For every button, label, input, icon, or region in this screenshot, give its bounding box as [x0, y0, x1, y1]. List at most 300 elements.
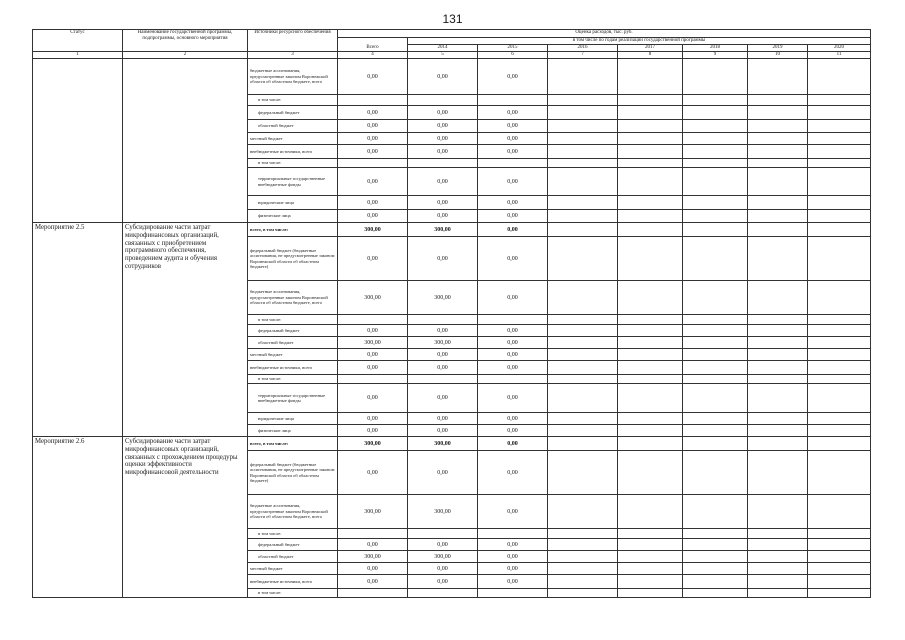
- header-source: Источники ресурсного обеспечения: [248, 30, 338, 52]
- empty-year-cell: [548, 133, 618, 145]
- value-cell-y2015: 0,00: [478, 133, 548, 145]
- empty-year-cell: [618, 413, 683, 425]
- value-cell-y2015: [478, 95, 548, 106]
- empty-year-cell: [618, 575, 683, 589]
- empty-year-cell: [748, 133, 808, 145]
- empty-year-cell: [618, 375, 683, 384]
- value-cell-y2014: [408, 95, 478, 106]
- funding-source-cell: бюджетные ассигнования, предусмотренные законом Воронежской области об областном бюджете, всего: [248, 59, 338, 95]
- empty-year-cell: [548, 159, 618, 168]
- empty-year-cell: [748, 413, 808, 425]
- empty-year-cell: [808, 59, 871, 95]
- empty-year-cell: [618, 223, 683, 237]
- empty-year-cell: [748, 237, 808, 281]
- header-year-2016: 2016: [548, 45, 618, 52]
- empty-year-cell: [548, 59, 618, 95]
- value-cell-y2014: 0,00: [408, 168, 478, 196]
- funding-source-cell: федеральный бюджет: [248, 539, 338, 551]
- value-cell-y2014: [408, 589, 478, 598]
- funding-source-cell: всего, в том числе:: [248, 437, 338, 451]
- empty-year-cell: [683, 59, 748, 95]
- value-cell-y2014: 0,00: [408, 563, 478, 575]
- empty-year-cell: [748, 575, 808, 589]
- empty-year-cell: [808, 281, 871, 315]
- empty-year-cell: [548, 223, 618, 237]
- funding-source-cell: местный бюджет: [248, 563, 338, 575]
- value-cell-total: 0,00: [338, 563, 408, 575]
- value-cell-total: 0,00: [338, 59, 408, 95]
- value-cell-total: 300,00: [338, 337, 408, 349]
- empty-year-cell: [548, 413, 618, 425]
- value-cell-total: 0,00: [338, 349, 408, 361]
- value-cell-y2015: 0,00: [478, 349, 548, 361]
- table-row: [33, 437, 871, 451]
- empty-year-cell: [748, 95, 808, 106]
- empty-year-cell: [808, 361, 871, 375]
- empty-year-cell: [618, 425, 683, 437]
- value-cell-y2015: 0,00: [478, 337, 548, 349]
- empty-year-cell: [683, 168, 748, 196]
- value-cell-total: 0,00: [338, 413, 408, 425]
- empty-year-cell: [683, 145, 748, 159]
- empty-year-cell: [618, 210, 683, 223]
- empty-year-cell: [683, 589, 748, 598]
- funding-source-cell: областной бюджет: [248, 551, 338, 563]
- empty-year-cell: [683, 451, 748, 495]
- empty-year-cell: [618, 281, 683, 315]
- empty-year-cell: [808, 539, 871, 551]
- funding-source-cell: федеральный бюджет (бюджетные ассигнования, не предусмотренные законом Воронежской области об областном бюджете): [248, 451, 338, 495]
- header-status: Статус: [33, 30, 123, 52]
- value-cell-y2014: 0,00: [408, 425, 478, 437]
- value-cell-y2015: 0,00: [478, 120, 548, 133]
- value-cell-y2015: 0,00: [478, 59, 548, 95]
- header-year-2017: 2017: [618, 45, 683, 52]
- empty-year-cell: [618, 337, 683, 349]
- column-number-2: 2: [123, 52, 248, 59]
- value-cell-y2015: 0,00: [478, 413, 548, 425]
- table-header: [33, 30, 871, 59]
- block-status: [33, 59, 123, 223]
- empty-year-cell: [808, 589, 871, 598]
- empty-year-cell: [748, 223, 808, 237]
- empty-year-cell: [683, 196, 748, 210]
- empty-year-cell: [683, 106, 748, 120]
- funding-source-cell: областной бюджет: [248, 337, 338, 349]
- block-status: Мероприятие 2.5: [33, 223, 123, 437]
- column-number-10: 10: [748, 52, 808, 59]
- empty-year-cell: [548, 575, 618, 589]
- value-cell-y2014: 0,00: [408, 361, 478, 375]
- empty-year-cell: [808, 451, 871, 495]
- empty-year-cell: [548, 451, 618, 495]
- empty-year-cell: [548, 361, 618, 375]
- value-cell-y2015: 0,00: [478, 237, 548, 281]
- value-cell-y2015: [478, 375, 548, 384]
- empty-year-cell: [548, 168, 618, 196]
- empty-year-cell: [548, 106, 618, 120]
- empty-year-cell: [548, 589, 618, 598]
- funding-source-cell: внебюджетные источники, всего: [248, 361, 338, 375]
- empty-year-cell: [748, 159, 808, 168]
- funding-source-cell: юридические лица: [248, 413, 338, 425]
- value-cell-y2015: [478, 159, 548, 168]
- value-cell-y2015: 0,00: [478, 210, 548, 223]
- empty-year-cell: [748, 210, 808, 223]
- value-cell-total: 300,00: [338, 223, 408, 237]
- empty-year-cell: [808, 315, 871, 325]
- value-cell-total: 0,00: [338, 325, 408, 337]
- empty-year-cell: [618, 237, 683, 281]
- value-cell-y2014: 0,00: [408, 106, 478, 120]
- funding-source-cell: всего, в том числе:: [248, 223, 338, 237]
- header-total: Всего: [338, 38, 408, 52]
- value-cell-total: [338, 95, 408, 106]
- value-cell-total: [338, 315, 408, 325]
- value-cell-y2014: 300,00: [408, 337, 478, 349]
- empty-year-cell: [618, 437, 683, 451]
- empty-year-cell: [683, 384, 748, 413]
- empty-year-cell: [618, 145, 683, 159]
- funding-source-cell: областной бюджет: [248, 120, 338, 133]
- empty-year-cell: [548, 145, 618, 159]
- empty-year-cell: [618, 551, 683, 563]
- empty-year-cell: [683, 120, 748, 133]
- empty-year-cell: [548, 551, 618, 563]
- empty-year-cell: [683, 425, 748, 437]
- value-cell-total: 0,00: [338, 196, 408, 210]
- empty-year-cell: [808, 375, 871, 384]
- empty-year-cell: [548, 196, 618, 210]
- value-cell-total: [338, 159, 408, 168]
- value-cell-y2014: 300,00: [408, 437, 478, 451]
- empty-year-cell: [548, 375, 618, 384]
- funding-source-cell: в том числе:: [248, 315, 338, 325]
- header-year-2018: 2018: [683, 45, 748, 52]
- value-cell-total: 0,00: [338, 133, 408, 145]
- empty-year-cell: [748, 196, 808, 210]
- value-cell-y2015: 0,00: [478, 495, 548, 529]
- empty-year-cell: [618, 495, 683, 529]
- value-cell-total: 0,00: [338, 210, 408, 223]
- value-cell-y2014: 0,00: [408, 133, 478, 145]
- value-cell-y2015: 0,00: [478, 451, 548, 495]
- empty-year-cell: [618, 451, 683, 495]
- value-cell-y2015: 0,00: [478, 325, 548, 337]
- empty-year-cell: [748, 281, 808, 315]
- empty-year-cell: [618, 529, 683, 539]
- empty-year-cell: [748, 539, 808, 551]
- empty-year-cell: [683, 551, 748, 563]
- empty-year-cell: [748, 145, 808, 159]
- value-cell-total: 0,00: [338, 168, 408, 196]
- empty-year-cell: [683, 325, 748, 337]
- empty-year-cell: [808, 413, 871, 425]
- empty-year-cell: [748, 437, 808, 451]
- empty-year-cell: [683, 281, 748, 315]
- empty-year-cell: [808, 95, 871, 106]
- value-cell-y2015: 0,00: [478, 437, 548, 451]
- empty-year-cell: [683, 223, 748, 237]
- value-cell-total: 0,00: [338, 425, 408, 437]
- header-including: в том числе по годам реализации государственной программы: [408, 38, 871, 45]
- empty-year-cell: [808, 437, 871, 451]
- value-cell-total: 0,00: [338, 361, 408, 375]
- value-cell-total: 300,00: [338, 551, 408, 563]
- empty-year-cell: [748, 59, 808, 95]
- table-body: [33, 59, 871, 598]
- column-number-5: 5: [408, 52, 478, 59]
- empty-year-cell: [683, 375, 748, 384]
- value-cell-total: 0,00: [338, 575, 408, 589]
- empty-year-cell: [748, 120, 808, 133]
- value-cell-total: [338, 375, 408, 384]
- value-cell-y2015: 0,00: [478, 563, 548, 575]
- empty-year-cell: [808, 210, 871, 223]
- column-number-1: 1: [33, 52, 123, 59]
- value-cell-y2014: 0,00: [408, 59, 478, 95]
- empty-year-cell: [618, 539, 683, 551]
- empty-year-cell: [683, 529, 748, 539]
- funding-source-cell: местный бюджет: [248, 133, 338, 145]
- value-cell-total: 0,00: [338, 106, 408, 120]
- value-cell-y2014: 0,00: [408, 413, 478, 425]
- funding-source-cell: юридические лица: [248, 196, 338, 210]
- empty-year-cell: [618, 384, 683, 413]
- empty-year-cell: [548, 237, 618, 281]
- expenditure-table: [32, 29, 871, 598]
- value-cell-total: 0,00: [338, 237, 408, 281]
- value-cell-y2015: 0,00: [478, 223, 548, 237]
- empty-year-cell: [748, 551, 808, 563]
- value-cell-y2015: [478, 315, 548, 325]
- empty-year-cell: [808, 133, 871, 145]
- value-cell-y2014: 0,00: [408, 349, 478, 361]
- value-cell-y2014: 300,00: [408, 223, 478, 237]
- block-name: [123, 59, 248, 223]
- empty-year-cell: [618, 349, 683, 361]
- value-cell-y2014: 0,00: [408, 210, 478, 223]
- funding-source-cell: в том числе:: [248, 375, 338, 384]
- empty-year-cell: [548, 95, 618, 106]
- value-cell-y2014: 0,00: [408, 145, 478, 159]
- column-number-9: 9: [683, 52, 748, 59]
- value-cell-y2014: 0,00: [408, 451, 478, 495]
- empty-year-cell: [548, 425, 618, 437]
- empty-year-cell: [808, 575, 871, 589]
- empty-year-cell: [683, 95, 748, 106]
- value-cell-total: 0,00: [338, 539, 408, 551]
- empty-year-cell: [683, 337, 748, 349]
- empty-year-cell: [548, 563, 618, 575]
- funding-source-cell: федеральный бюджет: [248, 325, 338, 337]
- empty-year-cell: [683, 237, 748, 281]
- value-cell-y2015: [478, 589, 548, 598]
- block-name: Субсидирование части затрат микрофинансовых организаций, связанных с приобретением программного обеспечения, проведением аудита и обучения сотрудников: [123, 223, 248, 437]
- value-cell-y2014: 0,00: [408, 196, 478, 210]
- empty-year-cell: [748, 529, 808, 539]
- funding-source-cell: в том числе:: [248, 159, 338, 168]
- empty-year-cell: [548, 495, 618, 529]
- table-row: [33, 223, 871, 237]
- value-cell-y2014: 300,00: [408, 495, 478, 529]
- value-cell-total: 0,00: [338, 451, 408, 495]
- empty-year-cell: [618, 159, 683, 168]
- value-cell-y2015: [478, 529, 548, 539]
- funding-source-cell: физические лица: [248, 210, 338, 223]
- empty-year-cell: [618, 95, 683, 106]
- empty-year-cell: [548, 210, 618, 223]
- empty-year-cell: [808, 563, 871, 575]
- empty-year-cell: [618, 196, 683, 210]
- empty-year-cell: [748, 495, 808, 529]
- empty-year-cell: [548, 337, 618, 349]
- header-year-2019: 2019: [748, 45, 808, 52]
- empty-year-cell: [618, 168, 683, 196]
- empty-year-cell: [748, 349, 808, 361]
- value-cell-y2014: 300,00: [408, 281, 478, 315]
- value-cell-total: [338, 589, 408, 598]
- empty-year-cell: [548, 539, 618, 551]
- value-cell-y2015: 0,00: [478, 425, 548, 437]
- header-year-2020: 2020: [808, 45, 871, 52]
- value-cell-total: 300,00: [338, 495, 408, 529]
- header-year-2015: 2015: [478, 45, 548, 52]
- column-number-7: 7: [548, 52, 618, 59]
- empty-year-cell: [548, 120, 618, 133]
- funding-source-cell: бюджетные ассигнования, предусмотренные законом Воронежской области об областном бюджете, всего: [248, 495, 338, 529]
- empty-year-cell: [748, 451, 808, 495]
- empty-year-cell: [808, 223, 871, 237]
- empty-year-cell: [683, 563, 748, 575]
- empty-year-cell: [748, 563, 808, 575]
- value-cell-total: [338, 529, 408, 539]
- table-row: [33, 59, 871, 95]
- empty-year-cell: [808, 495, 871, 529]
- empty-year-cell: [618, 325, 683, 337]
- page-number: 131: [442, 12, 463, 26]
- value-cell-y2015: 0,00: [478, 384, 548, 413]
- empty-year-cell: [748, 425, 808, 437]
- value-cell-y2015: 0,00: [478, 145, 548, 159]
- empty-year-cell: [748, 168, 808, 196]
- value-cell-y2015: 0,00: [478, 361, 548, 375]
- value-cell-total: 0,00: [338, 145, 408, 159]
- empty-year-cell: [748, 325, 808, 337]
- header-name: Наименование государственной программы, подпрограммы, основного мероприятия: [123, 30, 248, 52]
- empty-year-cell: [808, 196, 871, 210]
- empty-year-cell: [618, 120, 683, 133]
- empty-year-cell: [548, 437, 618, 451]
- value-cell-y2014: [408, 159, 478, 168]
- empty-year-cell: [683, 413, 748, 425]
- empty-year-cell: [618, 106, 683, 120]
- empty-year-cell: [683, 495, 748, 529]
- value-cell-y2015: 0,00: [478, 575, 548, 589]
- empty-year-cell: [548, 281, 618, 315]
- empty-year-cell: [748, 589, 808, 598]
- funding-source-cell: в том числе:: [248, 529, 338, 539]
- funding-source-cell: физические лица: [248, 425, 338, 437]
- value-cell-y2015: 0,00: [478, 196, 548, 210]
- value-cell-y2014: [408, 529, 478, 539]
- funding-source-cell: местный бюджет: [248, 349, 338, 361]
- funding-source-cell: в том числе:: [248, 589, 338, 598]
- empty-year-cell: [808, 106, 871, 120]
- value-cell-y2014: 0,00: [408, 237, 478, 281]
- empty-year-cell: [808, 529, 871, 539]
- empty-year-cell: [548, 315, 618, 325]
- value-cell-total: 0,00: [338, 384, 408, 413]
- empty-year-cell: [808, 145, 871, 159]
- value-cell-y2015: 0,00: [478, 106, 548, 120]
- funding-source-cell: федеральный бюджет: [248, 106, 338, 120]
- funding-source-cell: внебюджетные источники, всего: [248, 575, 338, 589]
- value-cell-y2014: 300,00: [408, 551, 478, 563]
- column-number-6: 6: [478, 52, 548, 59]
- empty-year-cell: [683, 437, 748, 451]
- empty-year-cell: [683, 133, 748, 145]
- empty-year-cell: [683, 315, 748, 325]
- empty-year-cell: [808, 425, 871, 437]
- empty-year-cell: [618, 59, 683, 95]
- empty-year-cell: [683, 539, 748, 551]
- empty-year-cell: [748, 337, 808, 349]
- empty-year-cell: [548, 325, 618, 337]
- block-status: Мероприятие 2.6: [33, 437, 123, 598]
- empty-year-cell: [748, 384, 808, 413]
- value-cell-y2014: 0,00: [408, 539, 478, 551]
- empty-year-cell: [808, 168, 871, 196]
- value-cell-y2014: 0,00: [408, 575, 478, 589]
- empty-year-cell: [618, 315, 683, 325]
- header-estimate: Оценка расходов, тыс. руб.: [338, 30, 871, 38]
- header-year-2014: 2014: [408, 45, 478, 52]
- empty-year-cell: [808, 237, 871, 281]
- value-cell-y2015: 0,00: [478, 551, 548, 563]
- column-number-8: 8: [618, 52, 683, 59]
- empty-year-cell: [748, 361, 808, 375]
- empty-year-cell: [808, 349, 871, 361]
- funding-source-cell: внебюджетные источники, всего: [248, 145, 338, 159]
- value-cell-y2014: 0,00: [408, 384, 478, 413]
- empty-year-cell: [808, 120, 871, 133]
- empty-year-cell: [548, 349, 618, 361]
- value-cell-y2015: 0,00: [478, 281, 548, 315]
- funding-source-cell: федеральный бюджет (бюджетные ассигнования, не предусмотренные законом Воронежской области об областном бюджете): [248, 237, 338, 281]
- value-cell-total: 300,00: [338, 281, 408, 315]
- value-cell-y2014: [408, 375, 478, 384]
- empty-year-cell: [808, 337, 871, 349]
- empty-year-cell: [618, 133, 683, 145]
- column-number-11: 11: [808, 52, 871, 59]
- value-cell-y2015: 0,00: [478, 539, 548, 551]
- empty-year-cell: [748, 106, 808, 120]
- value-cell-total: 0,00: [338, 120, 408, 133]
- value-cell-y2014: 0,00: [408, 120, 478, 133]
- block-name: Субсидирование части затрат микрофинансовых организаций, связанных с прохождением процедуры оценки эффективности микрофинансовой деятельности: [123, 437, 248, 598]
- funding-source-cell: бюджетные ассигнования, предусмотренные законом Воронежской области об областном бюджете, всего: [248, 281, 338, 315]
- empty-year-cell: [808, 384, 871, 413]
- value-cell-total: 300,00: [338, 437, 408, 451]
- empty-year-cell: [808, 159, 871, 168]
- value-cell-y2015: 0,00: [478, 168, 548, 196]
- value-cell-y2014: 0,00: [408, 325, 478, 337]
- empty-year-cell: [618, 361, 683, 375]
- empty-year-cell: [808, 325, 871, 337]
- funding-source-cell: территориальные государственные внебюджетные фонды: [248, 168, 338, 196]
- empty-year-cell: [808, 551, 871, 563]
